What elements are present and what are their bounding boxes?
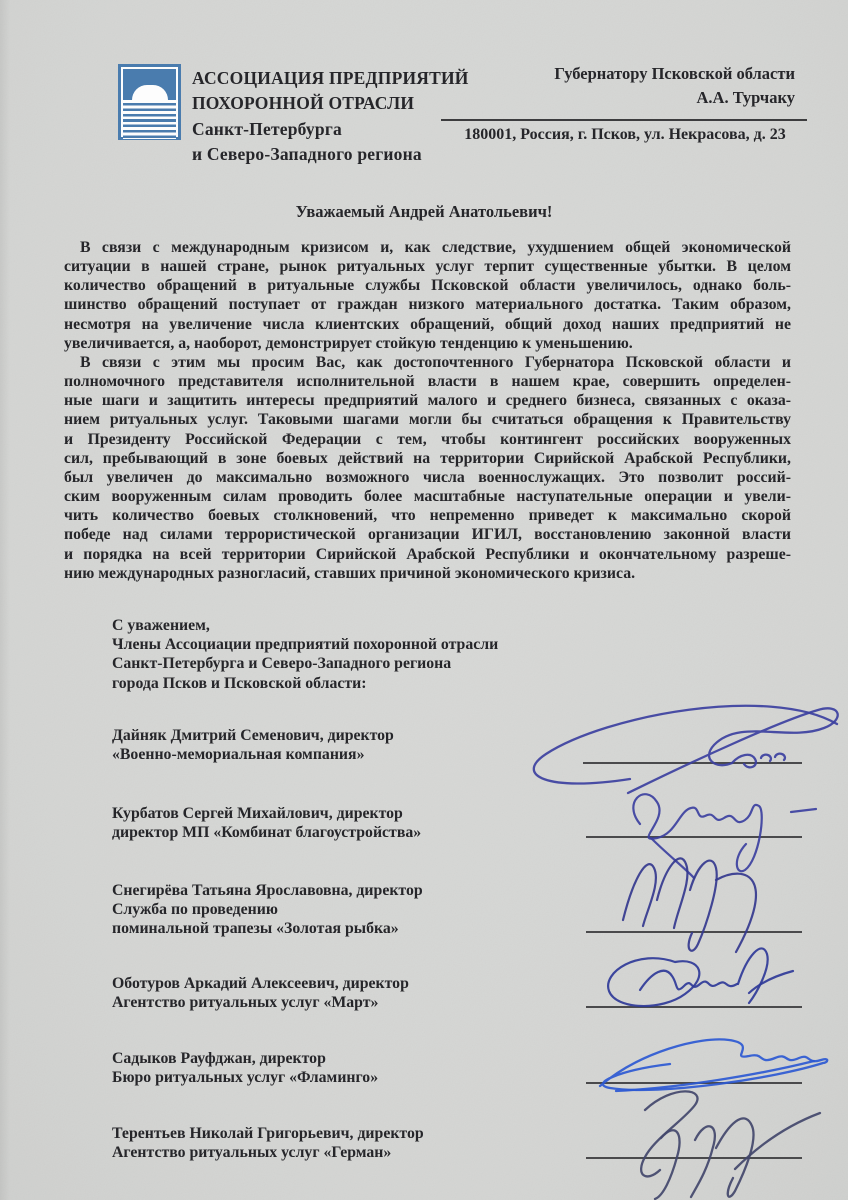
closing-line: С уважением, bbox=[112, 617, 210, 634]
body-text-line: несмотря на увеличение числа клиентских обращений, общий доход наших предприятий не bbox=[64, 315, 791, 333]
closing-line: Санкт-Петербурга и Северо-Западного региона bbox=[112, 655, 452, 673]
body-text-line: В связи с международным кризисом и, как следствие, ухудшением общей экономической bbox=[80, 239, 791, 256]
body-paragraph-2 bbox=[64, 353, 791, 583]
signatory-line: Бюро ритуальных услуг «Фламинго» bbox=[112, 1069, 379, 1087]
logo-sun-icon bbox=[132, 85, 168, 100]
body-text-line: ные шаги и защитить интересы предприятий малого и среднего бизнеса, связанных с оказа- bbox=[64, 392, 791, 410]
body-text-line: нию международных разногласий, ставших причиной экономического кризиса. bbox=[64, 564, 636, 582]
logo-stripes bbox=[123, 103, 176, 139]
signature-5-ink-icon bbox=[578, 1030, 840, 1096]
signatory-line: Садыков Рауфджан, директор bbox=[112, 1050, 326, 1067]
body-text-line: ситуации в нашей стране, рынок ритуальных услуг терпит существенные убытки. В целом bbox=[64, 258, 791, 276]
body-text-line: и Президенту Российской Федерации с тем, чтобы контингент российских вооруженных bbox=[64, 430, 791, 448]
signatory-4-name bbox=[112, 974, 409, 1012]
signatory-6-name bbox=[112, 1124, 424, 1162]
signatory-line: Оботуров Аркадий Алексеевич, директор bbox=[112, 975, 409, 992]
signature-line-4 bbox=[586, 1006, 802, 1008]
closing-line: Члены Ассоциации предприятий похоронной отрасли bbox=[112, 636, 499, 654]
closing-line: города Псков и Псковской области: bbox=[112, 674, 367, 692]
body-text-line: и порядка на всей территории Сирийской Арабской Республики и окончательному разреше- bbox=[64, 545, 791, 563]
signatory-line: Агентство ритуальных услуг «Март» bbox=[112, 994, 379, 1012]
signatory-line: «Военно-мемориальная компания» bbox=[112, 746, 365, 764]
signature-4-ink-icon bbox=[580, 932, 825, 1024]
signature-1-ink-icon bbox=[488, 693, 848, 811]
signatory-line: Дайняк Дмитрий Семенович, директор bbox=[112, 727, 394, 744]
recipient-line: А.А. Турчаку bbox=[696, 88, 795, 107]
signature-3-ink-icon bbox=[595, 838, 805, 963]
signatory-3-name bbox=[112, 881, 423, 939]
signature-6-ink-icon bbox=[585, 1078, 840, 1200]
signature-line-5 bbox=[586, 1082, 802, 1084]
signature-2-ink-icon bbox=[595, 772, 830, 880]
signature-line-3 bbox=[586, 931, 802, 933]
body-text-line: чить количество боевых столкновений, что непременно приведет к максимально скорой bbox=[64, 507, 791, 525]
body-text-line: количество обращений в ритуальные службы Псковской области увеличилось, однако боль- bbox=[64, 277, 791, 295]
signatory-line: Снегирёва Татьяна Ярославовна, директор bbox=[112, 882, 423, 899]
body-paragraph-1 bbox=[64, 238, 791, 353]
body-text-line: полномочного представителя исполнительной власти в нашем крае, совершить определен- bbox=[64, 373, 791, 391]
body-text-line: увеличивается, а, наоборот, демонстрирует стойкую тенденцию к уменьшению. bbox=[64, 334, 633, 352]
logo-sky-block bbox=[123, 69, 176, 100]
signatory-line: Агентство ритуальных услуг «Герман» bbox=[112, 1144, 392, 1162]
signatory-1-name bbox=[112, 726, 394, 764]
body-text-line: победе над силами террористической организации ИГИЛ, восстановлению законной власти bbox=[64, 526, 791, 544]
association-logo-icon bbox=[118, 64, 181, 140]
body-text-line: ским вооруженным силам проводить более масштабные наступательные операции и увели- bbox=[64, 488, 791, 506]
body-text-line: нием ритуальных услуг. Таковыми шагами могли бы считаться обращения к Правительству bbox=[64, 411, 791, 429]
signatory-line: Служба по проведению bbox=[112, 901, 278, 919]
address-rule bbox=[441, 119, 807, 121]
closing-block bbox=[112, 616, 498, 693]
org-name-line: Санкт-Петербурга bbox=[192, 118, 342, 139]
signatory-line: поминальной трапезы «Золотая рыбка» bbox=[112, 920, 399, 938]
signature-line-1 bbox=[583, 762, 802, 764]
signatory-line: Терентьев Николай Григорьевич, директор bbox=[112, 1125, 424, 1142]
signature-line-6 bbox=[586, 1157, 802, 1159]
org-name-line: ПОХОРОННОЙ ОТРАСЛИ bbox=[192, 93, 415, 114]
signatory-2-name bbox=[112, 804, 421, 842]
org-name-line: и Северо-Западного региона bbox=[192, 143, 422, 164]
recipient-address: 180001, Россия, г. Псков, ул. Некрасова, д. 23 bbox=[464, 126, 786, 143]
signature-line-2 bbox=[586, 836, 802, 838]
body-text-line: В связи с этим мы просим Вас, как достопочтенного Губернатора Псковской области и bbox=[80, 354, 791, 371]
salutation: Уважаемый Андрей Анатольевич! bbox=[295, 202, 553, 221]
body-text-line: сил, пребывающий в зоне боевых действий на территории Сирийской Арабской Республики, bbox=[64, 449, 791, 467]
body-text-line: шинство обращений поступает от граждан низкого материального достатка. Таким образом, bbox=[64, 296, 791, 314]
signatory-line: Курбатов Сергей Михайлович, директор bbox=[112, 805, 403, 822]
body-text-line: был увеличен до максимально возможного числа военнослужащих. Это позволит россий- bbox=[64, 468, 791, 486]
recipient-line: Губернатору Псковской области bbox=[554, 64, 795, 83]
signatory-5-name bbox=[112, 1049, 378, 1087]
signatory-line: директор МП «Комбинат благоустройства» bbox=[112, 824, 422, 842]
org-name-line: АССОЦИАЦИЯ ПРЕДПРИЯТИЙ bbox=[192, 68, 469, 88]
recipient-block bbox=[400, 62, 795, 110]
